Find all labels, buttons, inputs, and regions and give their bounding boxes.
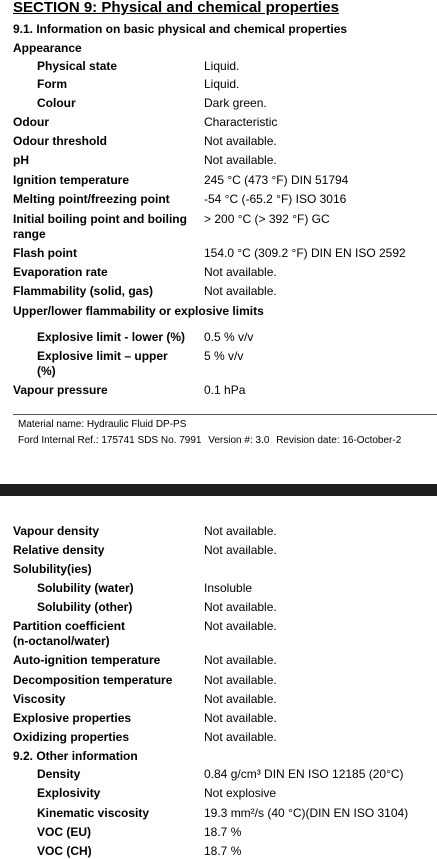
property-label: Flash point	[13, 246, 77, 260]
property-label: Appearance	[13, 41, 82, 55]
property-value: Not available.	[204, 730, 277, 744]
footer-version: Version #: 3.0	[208, 435, 270, 446]
property-value: Not available.	[204, 600, 277, 614]
property-label: Upper/lower flammability or explosive limits	[13, 304, 264, 318]
property-value: 0.1 hPa	[204, 383, 246, 397]
property-label: Solubility (water)	[37, 581, 134, 595]
property-label: Decomposition temperature	[13, 673, 173, 687]
property-value: Not available.	[204, 653, 277, 667]
property-label: Initial boiling point and boiling range	[13, 212, 187, 241]
property-value: Not available.	[204, 543, 277, 557]
property-label: VOC (CH)	[37, 844, 92, 858]
footer-reference-line	[18, 435, 401, 446]
property-label: VOC (EU)	[37, 825, 91, 839]
property-value: Dark green.	[204, 96, 267, 110]
page-break-bar	[0, 484, 437, 496]
property-value: Not available.	[204, 153, 277, 167]
property-label: Oxidizing properties	[13, 730, 130, 744]
property-value: -54 °C (-65.2 °F) ISO 3016	[204, 192, 347, 206]
property-value: 154.0 °C (309.2 °F) DIN EN ISO 2592	[204, 246, 406, 260]
property-value: 18.7 %	[204, 844, 242, 858]
property-label: Relative density	[13, 543, 105, 557]
property-value: 5 % v/v	[204, 349, 244, 363]
property-label: Viscosity	[13, 692, 66, 706]
property-label: Odour threshold	[13, 134, 107, 148]
property-label: Solubility(ies)	[13, 562, 92, 576]
footer-ford-ref: Ford Internal Ref.: 175741	[18, 435, 135, 446]
property-value: Not available.	[204, 284, 277, 298]
property-label: Flammability (solid, gas)	[13, 284, 154, 298]
property-label: Melting point/freezing point	[13, 192, 170, 206]
property-label: Partition coefficient (n-octanol/water)	[13, 619, 126, 648]
footer-divider	[13, 414, 437, 415]
property-value: Insoluble	[204, 581, 253, 595]
property-value: > 200 °C (> 392 °F) GC	[204, 212, 330, 226]
property-value: Not available.	[204, 134, 277, 148]
property-label: Explosive limit – upper (%)	[37, 349, 168, 378]
subsection-heading-9-2: 9.2. Other information	[13, 749, 138, 763]
property-value: Not available.	[204, 673, 277, 687]
property-label: Solubility (other)	[37, 600, 133, 614]
property-value: Not available.	[204, 265, 277, 279]
property-value: Characteristic	[204, 115, 278, 129]
property-label: Odour	[13, 115, 49, 129]
property-value: Not available.	[204, 619, 277, 633]
property-label: Vapour density	[13, 524, 100, 538]
property-value: Not available.	[204, 711, 277, 725]
property-label: Explosivity	[37, 786, 101, 800]
subsection-heading-9-1: 9.1. Information on basic physical and chemical properties	[13, 22, 348, 36]
footer-material-name: Material name: Hydraulic Fluid DP-PS	[18, 419, 187, 430]
property-label: Auto-ignition temperature	[13, 653, 161, 667]
property-label: pH	[13, 153, 29, 167]
property-label: Physical state	[37, 59, 118, 73]
property-label: Colour	[37, 96, 76, 110]
document-page-2	[0, 496, 437, 858]
property-value: Not available.	[204, 692, 277, 706]
property-label: Kinematic viscosity	[37, 806, 150, 820]
property-label: Ignition temperature	[13, 173, 130, 187]
property-value: Not explosive	[204, 786, 277, 800]
property-value: 0.5 % v/v	[204, 330, 254, 344]
property-value: Liquid.	[204, 59, 240, 73]
footer-sds-no: SDS No. 7991	[137, 435, 202, 446]
property-value: 245 °C (473 °F) DIN 51794	[204, 173, 349, 187]
property-label: Form	[37, 77, 67, 91]
property-label: Vapour pressure	[13, 383, 108, 397]
property-value: 18.7 %	[204, 825, 242, 839]
property-label: Evaporation rate	[13, 265, 108, 279]
property-value: 0.84 g/cm³ DIN EN ISO 12185 (20°C)	[204, 767, 404, 781]
property-value: Liquid.	[204, 77, 240, 91]
property-value: 19.3 mm²/s (40 °C)(DIN EN ISO 3104)	[204, 806, 409, 820]
property-value: Not available.	[204, 524, 277, 538]
property-label: Explosive limit - lower (%)	[37, 330, 186, 344]
footer-revision: Revision date: 16-October-2	[276, 435, 402, 446]
property-label: Density	[37, 767, 81, 781]
property-label: Explosive properties	[13, 711, 132, 725]
section-title: SECTION 9: Physical and chemical properties	[13, 0, 339, 16]
